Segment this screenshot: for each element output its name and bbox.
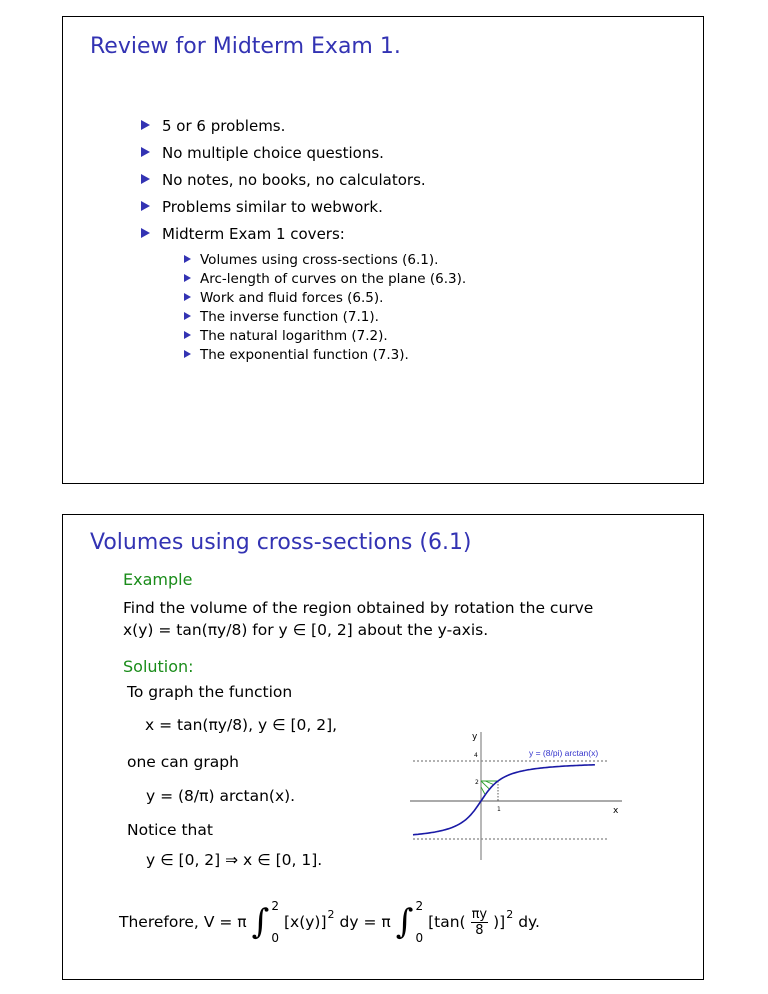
problem-line-1: Find the volume of the region obtained by rotation the curve	[123, 599, 594, 617]
upper-limit: 2	[271, 899, 279, 913]
integrand-1: [x(y)]	[283, 913, 327, 931]
dy-equals: dy = π	[339, 913, 391, 931]
integral-limits	[415, 900, 423, 944]
bullet-text: No notes, no books, no calculators.	[162, 171, 426, 189]
sub-bullet-text: Volumes using cross-sections (6.1).	[200, 252, 439, 268]
bullet-text: Midterm Exam 1 covers:	[162, 225, 345, 243]
tick-4: 4	[474, 752, 478, 759]
bullet-triangle-icon	[184, 350, 191, 358]
sub-bullet-text: The inverse function (7.1).	[200, 309, 379, 325]
bullet-triangle-icon	[184, 331, 191, 339]
arctan-graph	[400, 730, 640, 880]
sub-bullet-text: The natural logarithm (7.2).	[200, 328, 388, 344]
denominator: 8	[475, 922, 484, 938]
bullet-triangle-icon	[141, 147, 150, 157]
one-can-text: one can graph	[127, 753, 239, 771]
tick-1: 1	[497, 806, 501, 813]
integral-limits	[271, 900, 279, 944]
curve-label: y = (8/pi) arctan(x)	[529, 748, 599, 758]
bullet-triangle-icon	[141, 228, 150, 238]
upper-limit: 2	[415, 899, 424, 913]
notice-text: Notice that	[127, 821, 213, 839]
bullet-triangle-icon	[184, 274, 191, 282]
equation-2: y = (8/π) arctan(x).	[146, 787, 296, 805]
tan-close: )]	[493, 913, 506, 931]
bullet-triangle-icon	[184, 312, 191, 320]
sub-bullet-text: The exponential function (7.3).	[200, 347, 409, 363]
lower-limit: 0	[271, 931, 279, 945]
dy-end: dy.	[518, 913, 540, 931]
tan-open: [tan(	[428, 913, 466, 931]
equation-1: x = tan(πy/8), y ∈ [0, 2],	[145, 716, 338, 734]
bullet-text: 5 or 6 problems.	[162, 117, 286, 135]
to-graph-text: To graph the function	[127, 683, 293, 701]
bullet-triangle-icon	[184, 255, 191, 263]
bullet-text: Problems similar to webwork.	[162, 198, 383, 216]
equation-3: y ∈ [0, 2] ⇒ x ∈ [0, 1].	[146, 851, 323, 869]
numerator: πy	[471, 906, 488, 922]
slide-title: Review for Midterm Exam 1.	[90, 34, 401, 59]
integral-sign: ∫	[395, 902, 414, 942]
bullet-triangle-icon	[141, 120, 150, 130]
exponent: 2	[327, 907, 335, 921]
y-axis-label: y	[472, 732, 478, 742]
fraction	[471, 907, 489, 938]
therefore-text: Therefore,	[119, 913, 199, 931]
v-equals: V = π	[203, 913, 247, 931]
volume-formula	[119, 900, 540, 944]
bullet-triangle-icon	[141, 174, 150, 184]
bullet-triangle-icon	[184, 293, 191, 301]
bullet-text: No multiple choice questions.	[162, 144, 384, 162]
slide-review	[62, 16, 704, 484]
sub-bullet-text: Work and fluid forces (6.5).	[200, 290, 384, 306]
example-label: Example	[123, 570, 193, 589]
solution-label: Solution:	[123, 657, 194, 676]
slide-title: Volumes using cross-sections (6.1)	[90, 530, 472, 555]
arctan-curve	[413, 765, 595, 835]
problem-line-2: x(y) = tan(πy/8) for y ∈ [0, 2] about the y-axis.	[123, 621, 489, 639]
sub-bullet-text: Arc-length of curves on the plane (6.3).	[200, 271, 467, 287]
exponent: 2	[506, 907, 514, 921]
lower-limit: 0	[415, 931, 424, 945]
bullet-triangle-icon	[141, 201, 150, 211]
tick-2: 2	[475, 779, 479, 786]
x-axis-label: x	[613, 806, 619, 816]
integral-sign: ∫	[251, 902, 270, 942]
